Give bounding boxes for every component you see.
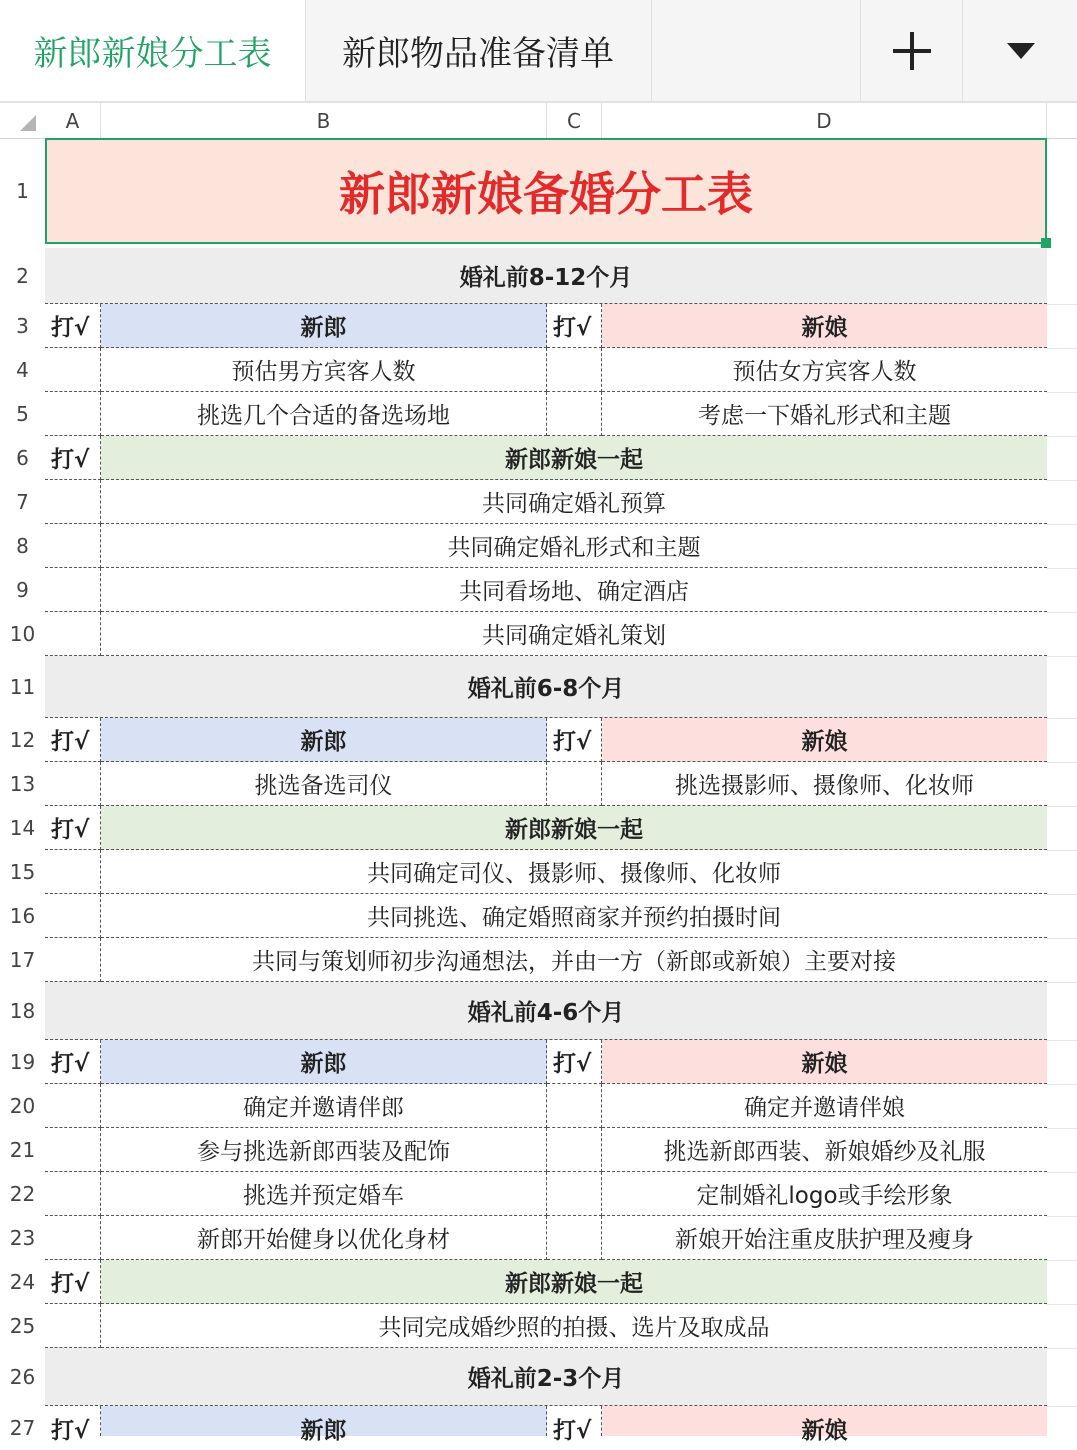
together-task-cell[interactable]: 共同确定婚礼策划 xyxy=(101,612,1047,656)
gridline xyxy=(1047,656,1077,657)
gridline xyxy=(1047,1348,1077,1349)
row-header[interactable]: 19 xyxy=(9,1050,36,1074)
groom-task-cell[interactable]: 挑选并预定婚车 xyxy=(101,1172,547,1216)
plus-icon xyxy=(893,32,931,70)
gridline xyxy=(1047,1216,1077,1217)
together-task-cell[interactable]: 共同确定婚礼形式和主题 xyxy=(101,524,1047,568)
groom-header[interactable]: 新郎 xyxy=(101,304,547,348)
check-cell[interactable] xyxy=(45,392,101,436)
row-header[interactable]: 4 xyxy=(16,358,29,382)
column-header-a[interactable]: A xyxy=(45,103,101,138)
gridline xyxy=(1047,1084,1077,1085)
sheet-menu-button[interactable] xyxy=(962,0,1077,101)
row-header[interactable]: 18 xyxy=(9,999,36,1023)
gridline xyxy=(1047,480,1077,481)
tab-label: 新郎物品准备清单 xyxy=(342,34,614,74)
bride-task-cell[interactable]: 考虑一下婚礼形式和主题 xyxy=(602,392,1047,436)
row-header[interactable]: 9 xyxy=(16,578,29,602)
row-header[interactable]: 2 xyxy=(16,264,29,288)
gridline xyxy=(1047,762,1077,763)
tab-label: 新郎新娘分工表 xyxy=(33,34,272,74)
groom-header[interactable]: 新郎 xyxy=(101,1406,547,1436)
check-cell[interactable] xyxy=(45,524,101,568)
tab-groom-checklist[interactable] xyxy=(305,0,652,101)
row-header[interactable]: 12 xyxy=(9,728,36,752)
check-header[interactable]: 打√ xyxy=(45,436,101,480)
gridline xyxy=(1047,1040,1077,1041)
groom-task-cell[interactable]: 预估男方宾客人数 xyxy=(101,348,547,392)
check-cell[interactable] xyxy=(45,1216,101,1260)
check-cell[interactable] xyxy=(45,1304,101,1348)
check-header[interactable]: 打√ xyxy=(45,1260,101,1304)
bride-header[interactable]: 新娘 xyxy=(602,1040,1047,1084)
row-header[interactable]: 26 xyxy=(9,1365,36,1389)
bride-task-cell[interactable]: 预估女方宾客人数 xyxy=(602,348,1047,392)
together-task-cell[interactable]: 共同确定婚礼预算 xyxy=(101,480,1047,524)
check-cell[interactable] xyxy=(45,1128,101,1172)
groom-header[interactable]: 新郎 xyxy=(101,718,547,762)
gridline xyxy=(1047,612,1077,613)
row-header[interactable]: 27 xyxy=(9,1416,36,1440)
section-header-8-12[interactable]: 婚礼前8-12个月 xyxy=(45,248,1047,304)
groom-task-cell[interactable]: 确定并邀请伴郎 xyxy=(101,1084,547,1128)
gridline xyxy=(1047,806,1077,807)
bride-header[interactable]: 新娘 xyxy=(602,718,1047,762)
together-header[interactable]: 新郎新娘一起 xyxy=(101,1260,1047,1304)
gridline xyxy=(1047,1304,1077,1305)
row-header[interactable]: 20 xyxy=(9,1094,36,1118)
row-header[interactable]: 3 xyxy=(16,314,29,338)
gridline xyxy=(1047,568,1077,569)
groom-task-cell[interactable]: 挑选备选司仪 xyxy=(101,762,547,806)
together-task-cell[interactable]: 共同挑选、确定婚照商家并预约拍摄时间 xyxy=(101,894,1047,938)
row-header[interactable]: 1 xyxy=(16,179,29,203)
gridline xyxy=(1047,304,1077,305)
check-header[interactable]: 打√ xyxy=(547,718,602,762)
bride-header[interactable]: 新娘 xyxy=(602,304,1047,348)
bride-header[interactable]: 新娘 xyxy=(602,1406,1047,1436)
together-task-cell[interactable]: 共同与策划师初步沟通想法，并由一方（新郎或新娘）主要对接 xyxy=(101,938,1047,982)
check-cell[interactable] xyxy=(45,762,101,806)
check-cell[interactable] xyxy=(547,1084,602,1128)
tab-division-of-labor[interactable] xyxy=(0,0,306,101)
sheet-title-cell[interactable] xyxy=(45,138,1047,244)
section-header-6-8[interactable]: 婚礼前6-8个月 xyxy=(45,656,1047,718)
row-header[interactable]: 14 xyxy=(9,816,36,840)
together-header[interactable]: 新郎新娘一起 xyxy=(101,436,1047,480)
check-cell[interactable] xyxy=(547,392,602,436)
column-header-b[interactable]: B xyxy=(101,103,547,138)
select-all-icon[interactable] xyxy=(20,115,36,131)
check-cell[interactable] xyxy=(45,348,101,392)
bride-task-cell[interactable]: 定制婚礼logo或手绘形象 xyxy=(602,1172,1047,1216)
check-cell[interactable] xyxy=(45,1172,101,1216)
together-task-cell[interactable]: 共同看场地、确定酒店 xyxy=(101,568,1047,612)
check-header[interactable]: 打√ xyxy=(45,718,101,762)
row-header[interactable]: 6 xyxy=(16,446,29,470)
gridline xyxy=(1047,524,1077,525)
row-header[interactable]: 7 xyxy=(16,490,29,514)
check-cell[interactable] xyxy=(45,568,101,612)
check-cell[interactable] xyxy=(45,938,101,982)
together-task-cell[interactable]: 共同确定司仪、摄影师、摄像师、化妆师 xyxy=(101,850,1047,894)
check-header[interactable]: 打√ xyxy=(547,1406,602,1436)
gridline xyxy=(1047,1260,1077,1261)
check-cell[interactable] xyxy=(547,1128,602,1172)
column-header-d[interactable]: D xyxy=(602,103,1047,138)
gridline xyxy=(1047,718,1077,719)
row-header[interactable]: 11 xyxy=(9,675,36,699)
together-task-cell[interactable]: 共同完成婚纱照的拍摄、选片及取成品 xyxy=(101,1304,1047,1348)
sheet-tab-bar xyxy=(0,0,1077,103)
groom-task-cell[interactable]: 新郎开始健身以优化身材 xyxy=(101,1216,547,1260)
bride-task-cell[interactable]: 新娘开始注重皮肤护理及瘦身 xyxy=(602,1216,1047,1260)
row-header[interactable]: 5 xyxy=(16,402,29,426)
check-header[interactable]: 打√ xyxy=(547,304,602,348)
check-cell[interactable] xyxy=(547,1216,602,1260)
row-header[interactable]: 23 xyxy=(9,1226,36,1250)
row-header[interactable]: 25 xyxy=(9,1314,36,1338)
check-header[interactable]: 打√ xyxy=(45,304,101,348)
row-header[interactable]: 22 xyxy=(9,1182,36,1206)
gridline xyxy=(1047,850,1077,851)
check-cell[interactable] xyxy=(45,480,101,524)
gridline xyxy=(1047,436,1077,437)
gridline xyxy=(1047,392,1077,393)
check-cell[interactable] xyxy=(45,1084,101,1128)
gridline xyxy=(1047,894,1077,895)
section-header-2-3[interactable]: 婚礼前2-3个月 xyxy=(45,1348,1047,1406)
check-header[interactable]: 打√ xyxy=(547,1040,602,1084)
gridline xyxy=(1047,982,1077,983)
check-cell[interactable] xyxy=(547,762,602,806)
groom-task-cell[interactable]: 参与挑选新郎西装及配饰 xyxy=(101,1128,547,1172)
together-header[interactable]: 新郎新娘一起 xyxy=(101,806,1047,850)
section-header-4-6[interactable]: 婚礼前4-6个月 xyxy=(45,982,1047,1040)
row-header[interactable]: 17 xyxy=(9,948,36,972)
bride-task-cell[interactable]: 挑选摄影师、摄像师、化妆师 xyxy=(602,762,1047,806)
row-header[interactable]: 16 xyxy=(9,904,36,928)
bride-task-cell[interactable]: 确定并邀请伴娘 xyxy=(602,1084,1047,1128)
gridline xyxy=(1047,1172,1077,1173)
check-cell[interactable] xyxy=(45,894,101,938)
row-header[interactable]: 10 xyxy=(9,622,36,646)
selection-fill-handle[interactable] xyxy=(1041,238,1051,248)
check-header[interactable]: 打√ xyxy=(45,806,101,850)
check-header[interactable]: 打√ xyxy=(45,1040,101,1084)
bride-task-cell[interactable]: 挑选新郎西装、新娘婚纱及礼服 xyxy=(602,1128,1047,1172)
groom-header[interactable]: 新郎 xyxy=(101,1040,547,1084)
gridline xyxy=(1047,1128,1077,1129)
gridline xyxy=(1047,938,1077,939)
add-sheet-button[interactable] xyxy=(860,0,962,101)
sheet-title: 新郎新娘备婚分工表 xyxy=(339,167,753,221)
row-header[interactable]: 13 xyxy=(9,772,36,796)
row-header[interactable]: 24 xyxy=(9,1270,36,1294)
caret-down-icon xyxy=(1007,43,1035,59)
check-cell[interactable] xyxy=(45,612,101,656)
column-header-c[interactable]: C xyxy=(547,103,602,138)
row-header[interactable]: 21 xyxy=(9,1138,36,1162)
column-header-bar xyxy=(0,103,1077,139)
check-cell[interactable] xyxy=(45,850,101,894)
row-header[interactable]: 15 xyxy=(9,860,36,884)
check-header[interactable]: 打√ xyxy=(45,1406,101,1436)
check-cell[interactable] xyxy=(547,348,602,392)
gridline xyxy=(1047,1406,1077,1407)
groom-task-cell[interactable]: 挑选几个合适的备选场地 xyxy=(101,392,547,436)
check-cell[interactable] xyxy=(547,1172,602,1216)
gridline xyxy=(1047,348,1077,349)
row-header[interactable]: 8 xyxy=(16,534,29,558)
